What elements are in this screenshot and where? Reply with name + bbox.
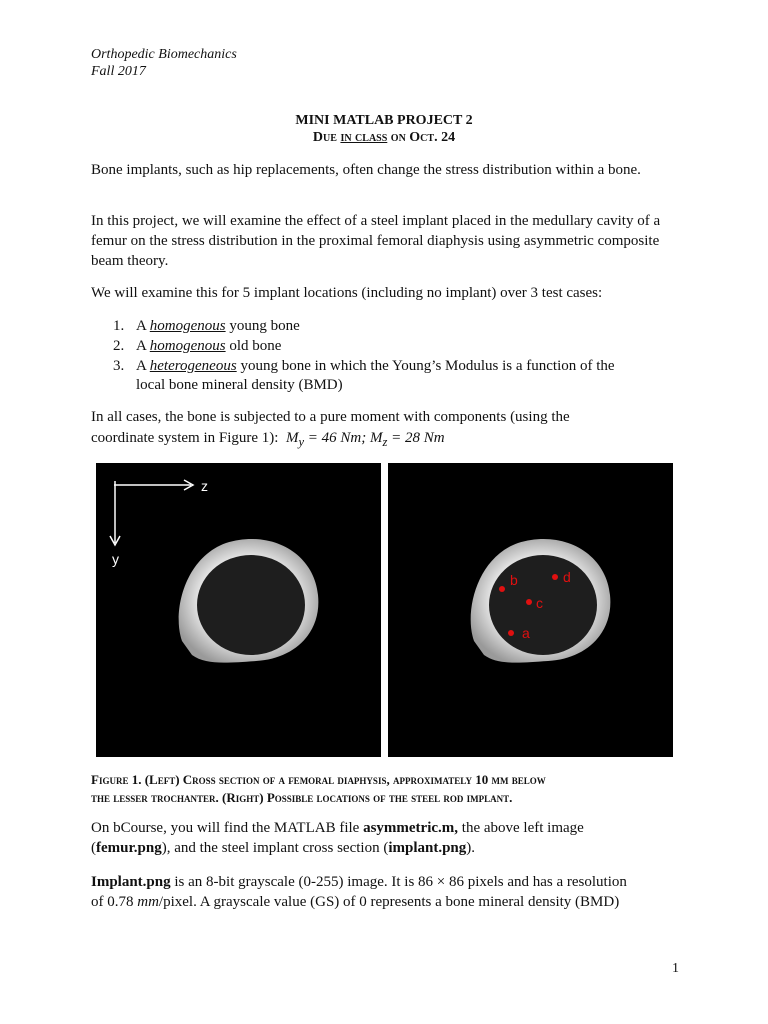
- paragraph-locations: We will examine this for 5 implant locations (including no implant) over 3 test cases:: [91, 285, 603, 301]
- implant-point-b: [499, 586, 505, 592]
- moment-equation: coordinate system in Figure 1): $M_y = 46$ Nm; $M_z = 28$ Nm: [91, 430, 445, 449]
- course-name: Orthopedic Biomechanics: [91, 47, 237, 62]
- implant-point-a: [508, 630, 514, 636]
- implant-filename: Implant.png: [91, 874, 171, 890]
- figure-left-femur: [96, 463, 381, 757]
- due-date: [0, 129, 768, 146]
- list-item: 3. A heterogeneous young bone in which the Young’s Modulus is a function of the: [113, 358, 615, 374]
- due-prefix: Due: [312, 130, 337, 145]
- implant-label-a: a: [522, 625, 530, 641]
- page-number: 1: [672, 961, 679, 976]
- moment-text: In all cases, the bone is subjected to a pure moment with components (using the: [91, 409, 570, 425]
- file-asymmetric: asymmetric.m,: [363, 820, 459, 836]
- implant-point-d: [552, 574, 558, 580]
- y-axis-label: y: [112, 551, 119, 567]
- project-title: MINI MATLAB PROJECT 2: [295, 113, 473, 128]
- femur-cross-section: [96, 463, 381, 757]
- paragraph-bcourse: On bCourse, you will find the MATLAB file asymmetric.m, the above left image (femur.png), and the steel implant cross section (implant.png).: [91, 820, 584, 856]
- implant-label-c: c: [536, 595, 543, 611]
- figure-right-implant-locations: [388, 463, 673, 757]
- due-suffix: on Oct. 24: [390, 130, 456, 145]
- implant-point-c: [526, 599, 532, 605]
- implant-label-b: b: [510, 572, 518, 588]
- paragraph-implant: Implant.png is an 8-bit grayscale (0-255) image. It is 86 × 86 pixels and has a resolution of 0.78 mm/pixel. A grayscale value (GS) of 0 represents a bone mineral density (BMD): [91, 874, 627, 910]
- paragraph-project: In this project, we will examine the effect of a steel implant placed in the medullary cavity of a femur on the stress distribution in the proximal femoral diaphysis using asymmetric composite beam theory.: [91, 213, 661, 269]
- file-implant: implant.png: [388, 840, 467, 856]
- figure-caption-line2: the lesser trochanter. (Right) Possible locations of the steel rod implant.: [91, 790, 513, 805]
- list-item-continuation: local bone mineral density (BMD): [136, 377, 343, 393]
- list-item: 2. A homogenous old bone: [113, 338, 282, 354]
- z-axis-label: z: [201, 478, 208, 494]
- medullary-cavity: [197, 555, 305, 655]
- implant-locations-plot: [388, 463, 673, 757]
- course-term: Fall 2017: [91, 64, 146, 79]
- due-in-class: in class: [340, 130, 388, 145]
- implant-label-d: d: [563, 569, 571, 585]
- list-item: 1. A homogenous young bone: [113, 318, 300, 334]
- paragraph-intro: Bone implants, such as hip replacements, often change the stress distribution within a bone.: [91, 162, 641, 178]
- file-femur: femur.png: [96, 840, 162, 856]
- medullary-cavity: [489, 555, 597, 655]
- figure-caption-line1: Figure 1. (Left) Cross section of a femoral diaphysis, approximately 10 mm below: [91, 772, 546, 787]
